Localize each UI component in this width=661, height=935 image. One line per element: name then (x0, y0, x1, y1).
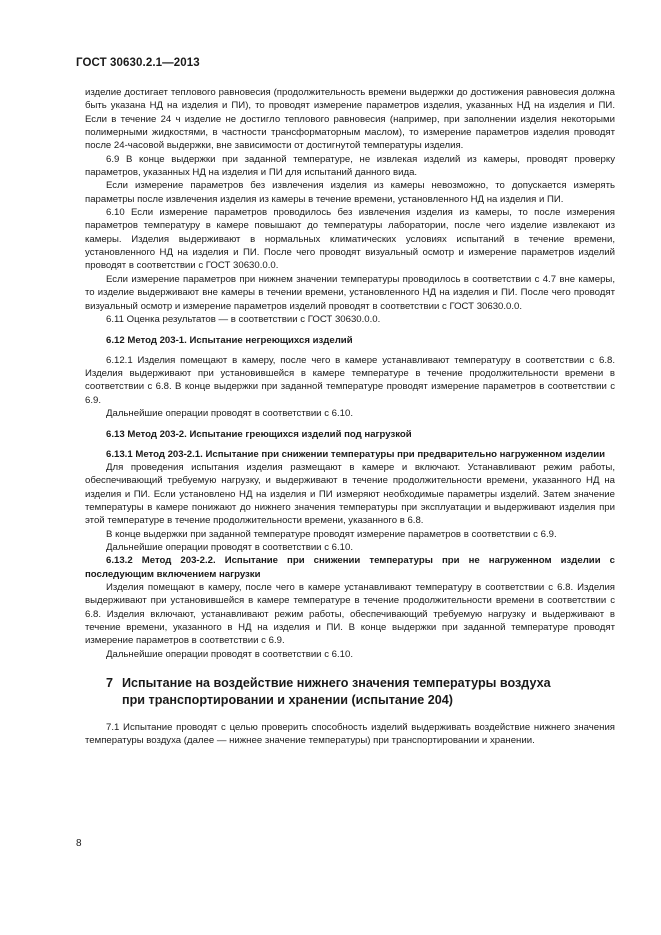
paragraph-7-1: 7.1 Испытание проводят с целью проверить способность изделий выдерживать воздействие нижнего значения температуры воздуха (далее — нижнее значение температуры) при транспортировании и хранении. (85, 722, 615, 747)
section-heading-6-12: 6.12 Метод 203-1. Испытание негреющихся изделий (106, 335, 353, 347)
page-number: 8 (76, 838, 82, 849)
section-title-line-2: при транспортировании и хранении (испытание 204) (122, 693, 453, 708)
paragraph: Если измерение параметров при нижнем значении температуры проводилось в соответствии с 4.7 вне камеры, то изделие выдерживают вне камеры в течении времени, установленного НД на изделия и ПИ. После чего проводят визуальный осмотр и измерение параметров изделий проводят в соответствии с ГОСТ 30630.0.0. (85, 273, 615, 312)
paragraph: Дальнейшие операции проводят в соответствии с 6.10. (106, 407, 354, 419)
paragraph: изделие достигает теплового равновесия (продолжительность времени выдержки до достижения равновесия должна быть указана НД на изделия и ПИ), то проводят измерение параметров изделия, указанных НД на изделия и ПИ. Если в течение 24 ч изделие не достигло теплового равновесия (например, при заполнении изделия некоторыми полимерными жидкостями, в частности трансформаторным маслом), то измерение параметров изделия проводят после 24-часовой выдержки, вне зависимости от достигнутой температуры изделия. (85, 87, 615, 152)
document-body (85, 86, 615, 748)
section-number: 7 (106, 676, 114, 691)
paragraph: Дальнейшие операции проводят в соответствии с 6.10. (106, 648, 354, 660)
section-heading-7 (85, 675, 615, 709)
section-heading-6-13: 6.13 Метод 203-2. Испытание греющихся изделий под нагрузкой (106, 429, 412, 441)
paragraph: Изделия помещают в камеру, после чего в камере устанавливают температуру в соответствии с 6.8. Изделия выдерживают при установившейся в камере температуре в течение продолжительности времени в соответствии с 6.8. Изделия включают, устанавливают режим работы, обеспечивающий требуемую нагрузку и выдерживают в течение времени, указанного в НД на изделия и ПИ. В конце выдержки при заданной температуре проводят измерение параметров в соответствии с 6.9. (85, 582, 615, 647)
paragraph-6-9: 6.9 В конце выдержки при заданной температуре, не извлекая изделий из камеры, проводят проверку параметров, указанных НД на изделия и ПИ для испытаний данного вида. (85, 153, 615, 179)
paragraph: Для проведения испытания изделия размещают в камере и включают. Устанавливают режим работы, обеспечивающий требуемую нагрузку, и выдерживают в течение продолжительности времени, указанного НД на изделия и ПИ. Если установлено НД на изделия и ПИ измеряют необходимые параметры изделий. Затем значение температуры в камере понижают до нижнего значения температуры при эксплуатации и выдерживают изделия при этой температуре в течение продолжительности времени, указанного в 6.8. (85, 461, 615, 527)
subsection-heading-6-13-2: 6.13.2 Метод 203-2.2. Испытание при снижении температуры при не нагруженном изделии с последующим включением нагрузки (85, 555, 615, 580)
paragraph: Дальнейшие операции проводят в соответствии с 6.10. (106, 542, 354, 553)
section-title-line-1: Испытание на воздействие нижнего значения температуры воздуха (122, 676, 551, 691)
paragraph: Если измерение параметров без извлечения изделия из камеры невозможно, то допускается измерять параметры после извлечения изделия из камеры в течение времени, установленного НД на изделия и ПИ. (85, 180, 615, 205)
paragraph: В конце выдержки при заданной температуре проводят измерение параметров в соответствии с 6.9. (106, 528, 557, 540)
subsection-heading-6-13-1: 6.13.1 Метод 203-2.1. Испытание при снижении температуры при предварительно нагруженном изделии (106, 448, 606, 460)
paragraph-6-10: 6.10 Если измерение параметров проводилось без извлечения изделия из камеры, то после измерения параметров температуру в камере повышают до температуры лаборатории, после чего изделие извлекают из камеры. Изделия выдерживают в нормальных климатических условиях испытаний в течение времени, установленного НД на изделия и ПИ. После чего проводят визуальный осмотр и измерение параметров изделий проводят в соответствии с ГОСТ 30630.0.0. (85, 207, 615, 272)
paragraph-6-11: 6.11 Оценка результатов — в соответствии с ГОСТ 30630.0.0. (106, 313, 381, 325)
document-header: ГОСТ 30630.2.1—2013 (76, 57, 200, 69)
paragraph-6-12-1: 6.12.1 Изделия помещают в камеру, после чего в камере устанавливают температуру в соответствии с 6.8. Изделия выдерживают при установившейся в камере температуре в течение продолжительности времени в соответствии с 6.8. В конце выдержки при заданной температуре проводят измерение параметров в соответствии с 6.9. (85, 354, 615, 406)
